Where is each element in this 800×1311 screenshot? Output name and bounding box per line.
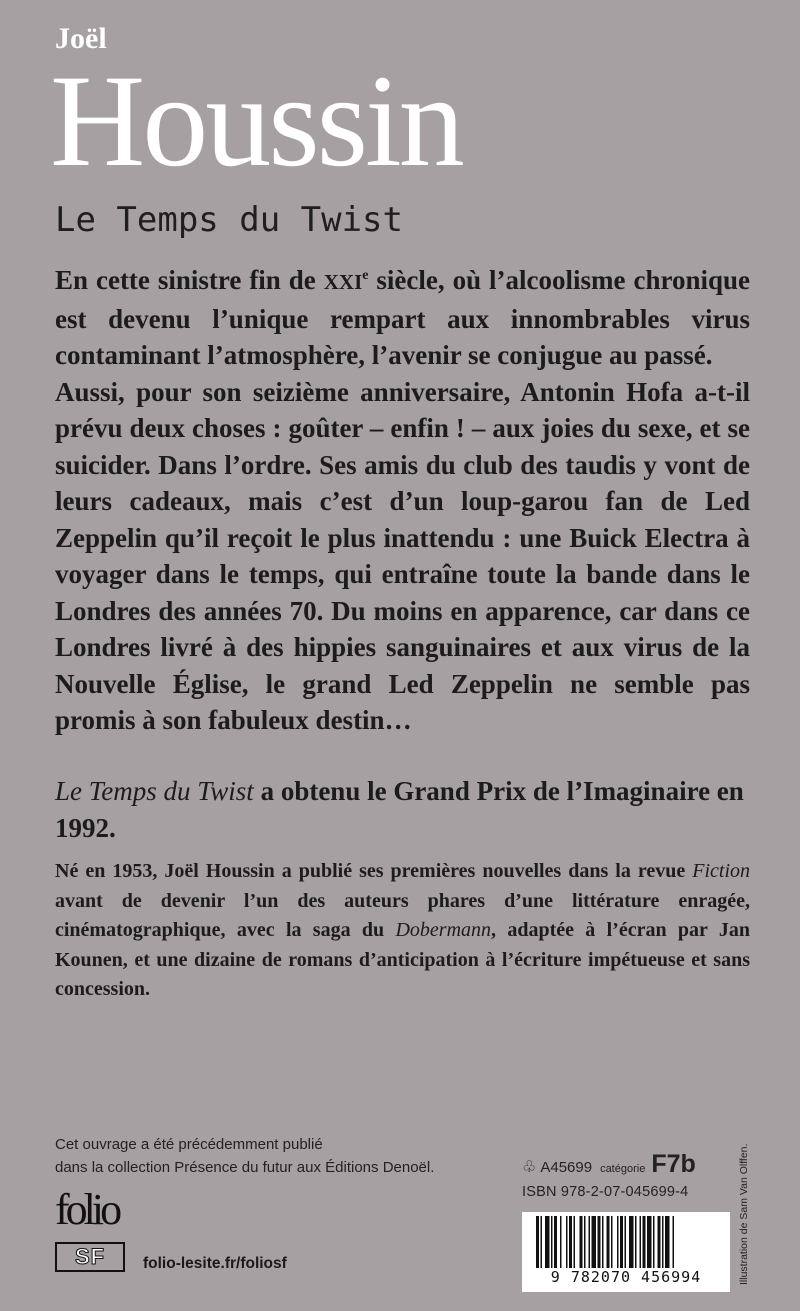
illustration-credit: Illustration de Sam Van Olffen. [738,1143,750,1285]
barcode-bar [617,1216,619,1268]
barcode-bar [589,1216,591,1268]
barcode-bar [673,1216,675,1268]
barcode-bar [560,1216,562,1268]
blurb-paragraph-2: Aussi, pour son seizième anniversaire, Antonin Hofa a-t-il prévu deux choses : goûter – enfin ! – aux joies du sexe, et se suicider. Dans l’ordre. Ses amis du club des taudis y vont de leurs cadeaux, mais c’est d’un loup-garou fan de Led Zeppelin qu’il reçoit le plus inattendu : une Buick Electra à voyager dans le temps, qui entraîne toute la bande dans le Londres des années 70. Du moins en apparence, car dans ce Londres livré à des hippies sanguinaires et aux virus de la Nouvelle Église, le grand Led Zeppelin ne semble pas promis à son fabuleux destin… [55,376,750,735]
barcode-bar [653,1216,655,1268]
isbn: ISBN 978-2-07-045699-4 [522,1184,689,1200]
catalog-reference: A45699 [540,1159,593,1176]
barcode-bar [554,1216,557,1268]
folio-logo [55,1185,127,1243]
barcode-bar [658,1216,661,1268]
century-numeral: XXI [323,270,363,294]
barcode-bar [580,1216,583,1268]
author-bio [55,857,750,1005]
barcode-bar [647,1216,652,1268]
barcode-bar [598,1216,601,1268]
barcode-bar [629,1216,634,1268]
barcode-bar [592,1216,597,1268]
barcode-bar [541,1216,543,1268]
folio-logo-text: folio [55,1185,119,1234]
bio-fiction-title: Fiction [692,860,750,882]
blurb-text: siècle, où l’alcoolisme chronique est devenu l’unique rempart aux innombrables virus contaminant l’atmosphère, l’avenir se conjugue au passé. [55,265,750,370]
bio-text: avant de devenir l’un des auteurs phares d’une littérature enragée, cinématographique, avec la saga du [55,889,750,941]
bio-text: , adaptée à l’écran par Jan Kounen, et une dizaine de romans d’anticipation à l’écriture impétueuse et sans concession. [55,919,750,1000]
barcode-number: 9 782070 456994 [550,1268,702,1286]
barcode-bars [536,1216,716,1268]
blurb-paragraph-1 [55,262,750,374]
barcode [522,1212,730,1292]
prize-note [55,773,755,846]
website-url: folio-lesite.fr/foliosf [143,1255,287,1272]
barcode-bar [635,1216,637,1268]
catalog-codes [522,1150,727,1200]
blurb-text: En cette sinistre fin de [55,265,324,295]
barcode-bar [643,1216,646,1268]
previous-publication-note [55,1133,434,1179]
author-last-name: Houssin [50,47,462,194]
sf-logo [55,1242,125,1272]
price-category: F7b [651,1150,696,1178]
prize-book-title: Le Temps du Twist [55,776,254,806]
previous-publication-line-2: dans la collection Présence du futur aux Éditions Denoël. [55,1159,435,1176]
barcode-bar [574,1216,576,1268]
barcode-bar [665,1216,670,1268]
barcode-bar [584,1216,586,1268]
century-superscript: e [362,268,369,283]
barcode-bar [569,1216,572,1268]
book-title: Le Temps du Twist [55,200,403,240]
previous-publication-line-1: Cet ouvrage a été précédemment publié [55,1136,323,1153]
prize-text: a obtenu le Grand Prix de l’Imaginaire en 1992. [55,776,744,843]
catalog-reference-row [522,1150,727,1180]
sf-logo-text: SF [74,1244,106,1269]
barcode-bar [545,1216,550,1268]
barcode-bar [602,1216,604,1268]
barcode-bar [640,1216,642,1268]
barcode-bar [662,1216,664,1268]
barcode-bar [620,1216,623,1268]
category-label: catégorie [600,1163,646,1175]
back-cover-blurb [55,262,750,739]
barcode-bar [607,1216,610,1268]
author-first-name: Joël [55,22,107,55]
bio-text: Né en 1953, Joël Houssin a publié ses premières nouvelles dans la revue [55,860,693,882]
barcode-bar [536,1216,539,1268]
bio-dobermann-title: Dobermann [395,919,492,941]
barcode-bar [625,1216,627,1268]
publisher-mark-icon: ♧ [522,1159,537,1176]
barcode-bar [551,1216,553,1268]
barcode-bar [611,1216,613,1268]
barcode-bar [566,1216,568,1268]
